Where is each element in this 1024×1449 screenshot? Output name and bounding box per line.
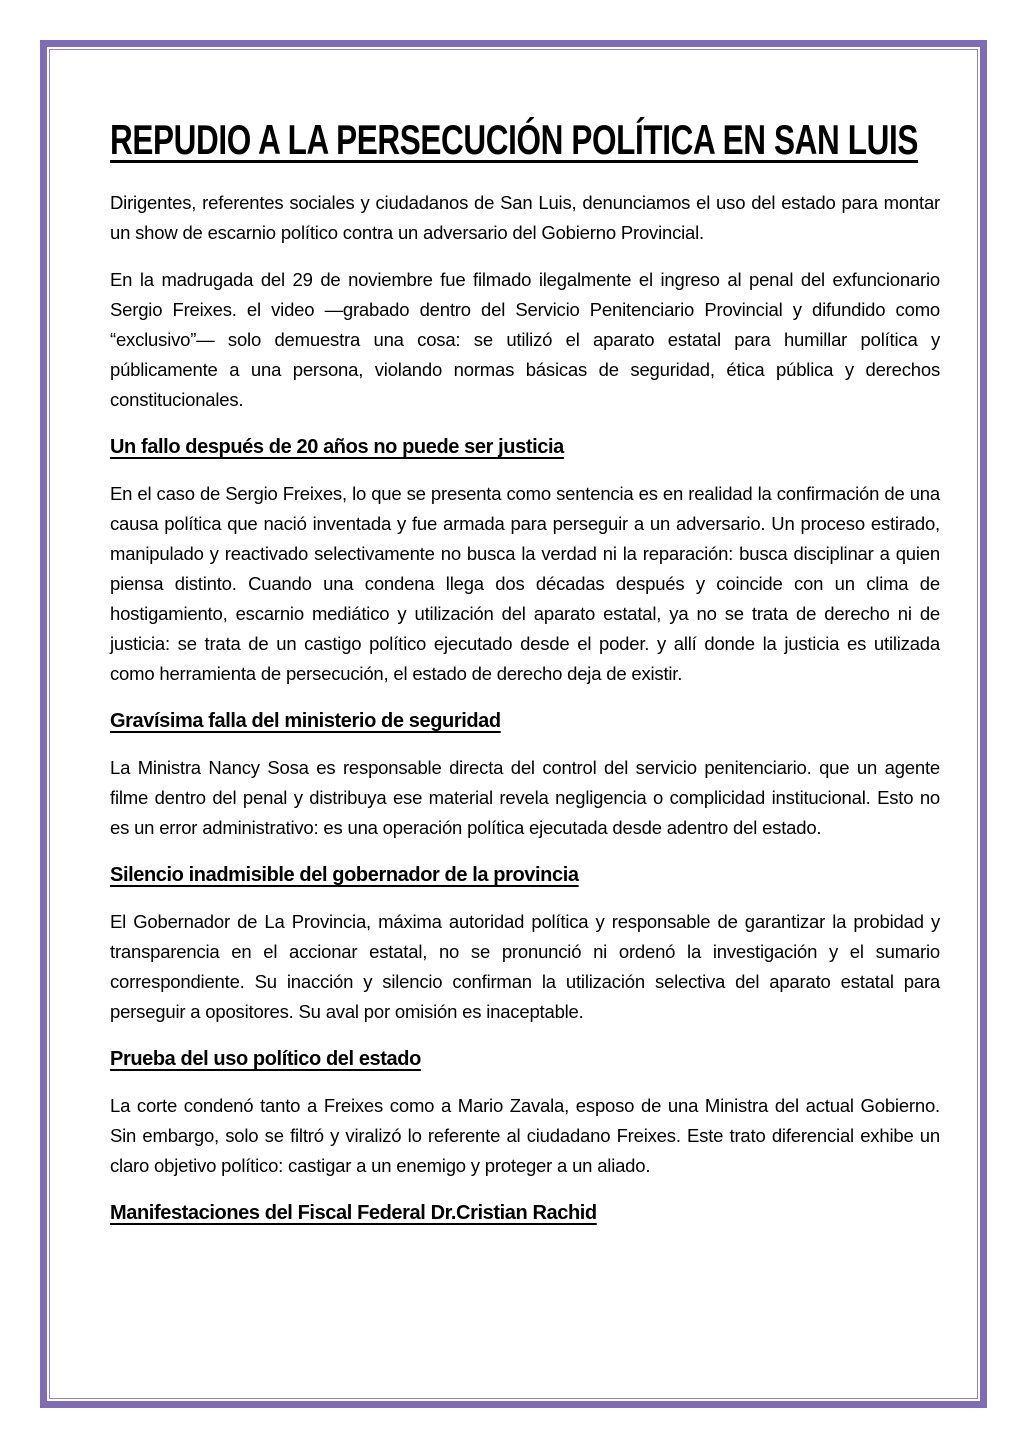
paragraph-silencio-gobernador: El Gobernador de La Provincia, máxima autoridad política y responsable de garantizar la probidad y transparencia en el accionar estatal, no se pronunció ni ordenó la investigación y el sumario correspondiente. Su inacción y silencio confirman la utilización selectiva del aparato estatal para perseguir a opositores. Su aval por omisión es inaceptable. — [110, 911, 940, 1022]
section-heading-prueba-uso-politico: Prueba del uso político del estado — [110, 1048, 421, 1070]
paragraph-falla-ministerio: La Ministra Nancy Sosa es responsable directa del control del servicio penitenciario. que un agente filme dentro del penal y distribuya ese material revela negligencia o complicidad institucional. Esto no es un error administrativo: es una operación política ejecutada desde adentro del estado. — [110, 757, 940, 838]
section-heading-manifestaciones-fiscal: Manifestaciones del Fiscal Federal Dr.Cristian Rachid — [110, 1202, 597, 1224]
section-heading-silencio-gobernador: Silencio inadmisible del gobernador de la provincia — [110, 864, 579, 886]
document-title-text: REPUDIO A LA PERSECUCIÓN POLÍTICA EN SAN LUIS — [110, 116, 919, 163]
paragraph-prueba-uso-politico: La corte condenó tanto a Freixes como a Mario Zavala, esposo de una Ministra del actual Gobierno. Sin embargo, solo se filtró y viralizó lo referente al ciudadano Freixes. Este trato diferencial exhibe un claro objetivo político: castigar a un enemigo y proteger a un aliado. — [110, 1095, 940, 1176]
paragraph-filming-incident: En la madrugada del 29 de noviembre fue filmado ilegalmente el ingreso al penal del exfuncionario Sergio Freixes. el video —grabado dentro del Servicio Penitenciario Provincial y difundido como “exclusivo”— solo demuestra una cosa: se utilizó el aparato estatal para humillar política y públicamente a una persona, violando normas básicas de seguridad, ética pública y derechos constitucionales. — [110, 269, 940, 410]
section-heading-fallo-20-anos: Un fallo después de 20 años no puede ser justicia — [110, 436, 564, 458]
document-title — [110, 118, 940, 162]
paragraph-fallo-20-anos: En el caso de Sergio Freixes, lo que se presenta como sentencia es en realidad la confirmación de una causa política que nació inventada y fue armada para perseguir a un adversario. Un proceso estirado, manipulado y reactivado selectivamente no busca la verdad ni la reparación: busca disciplinar a quien piensa distinto. Cuando una condena llega dos décadas después y coincide con un clima de hostigamiento, escarnio mediático y utilización del aparato estatal, ya no se trata de derecho ni de justicia: se trata de un castigo político ejecutado desde el poder. y allí donde la justicia es utilizada como herramienta de persecución, el estado de derecho deja de existir. — [110, 483, 940, 684]
intro-paragraph: Dirigentes, referentes sociales y ciudadanos de San Luis, denunciamos el uso del estado para montar un show de escarnio político contra un adversario del Gobierno Provincial. — [110, 192, 940, 243]
section-heading-falla-ministerio: Gravísima falla del ministerio de seguridad — [110, 710, 501, 732]
document-body — [110, 118, 940, 1245]
